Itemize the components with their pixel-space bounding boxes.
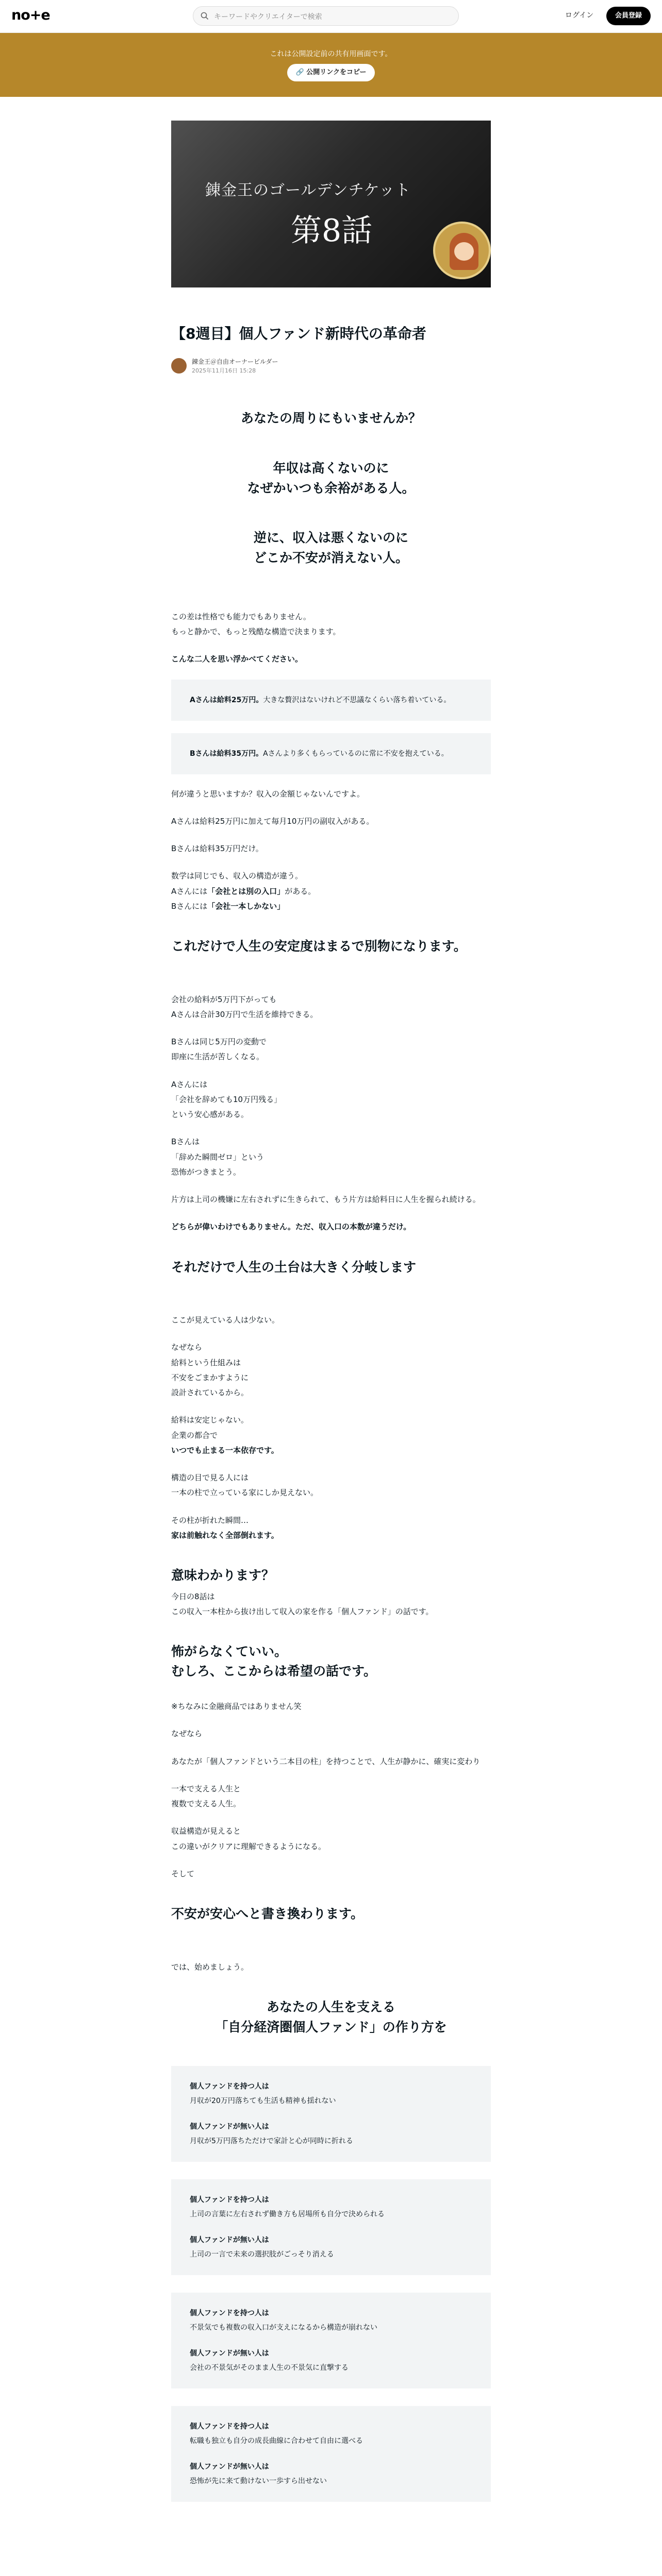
compare-box: 個人ファンドを持つ人は 不景気でも複数の収入口が支えになるから構造が崩れない 個人ファンドが無い人は 会社の不景気がそのまま人生の不景気に直撃する (171, 2293, 491, 2388)
search-icon (201, 12, 209, 20)
compare-box: 個人ファンドを持つ人は 上司の言葉に左右されず働き方も居場所も自分で決められる 個人ファンドが無い人は 上司の一言で未来の選択肢がごっそり消える (171, 2179, 491, 2275)
author-name[interactable]: 錬金王＠自由オーナービルダー (192, 358, 278, 366)
paragraph: 数学は同じでも、収入の構造が違う。 Aさんには「会社とは別の入口」がある。 Bさんには「会社一本しかない」 (171, 871, 316, 911)
paragraph: Bさんは同じ5万円の変動で 即座に生活が苦しくなる。 (171, 1037, 267, 1062)
heading-relief: 不安が安心へと書き換わります。 (171, 1906, 364, 1922)
paragraph: なぜなら 給料という仕組みは 不安をごまかすように 設計されているから。 (171, 1343, 249, 1398)
paragraph: 何が違うと思いますか？収入の金額じゃないんですよ。 (171, 789, 365, 799)
heading-intro-3: 逆に、収入は悪くないのに どこか不安が消えない人。 (253, 530, 408, 566)
heading-intro-2: 年収は高くないのに なぜかいつも余裕がある人。 (247, 460, 415, 496)
copy-link-label: 公開リンクをコピー (306, 69, 367, 76)
compare-box: 個人ファンドを持つ人は 転職も独立も自分の成長曲線に合わせて自由に選べる 個人ファンドが無い人は 恐怖が先に来て動けない一歩すら出せない (171, 2406, 491, 2502)
paragraph: ※ちなみに金融商品ではありません笑 (171, 1702, 302, 1711)
heading-split: それだけで人生の土台は大きく分岐します (171, 1259, 417, 1275)
king-seal-icon (433, 222, 491, 279)
paragraph: Bさんは 「辞めた瞬間ゼロ」という 恐怖がつきまとう。 (171, 1137, 264, 1177)
paragraph: その柱が折れた瞬間… 家は前触れなく全部倒れます。 (171, 1515, 279, 1540)
heading-stability: これだけで人生の安定度はまるで別物になります。 (171, 939, 467, 954)
paragraph: そして (171, 1869, 195, 1878)
paragraph: Aさんには 「会社を辞めても10万円残る」 という安心感がある。 (171, 1079, 282, 1120)
search-input[interactable] (193, 6, 459, 26)
publish-date: 2025年11月16日 15:28 (192, 367, 256, 375)
paragraph: Aさんは給料25万円に加えて毎月10万円の副収入がある。 (171, 816, 374, 826)
paragraph: あなたが「個人ファンドという二本目の柱」を持つことで、人生が静かに、確実に変わり (171, 1756, 481, 1766)
copy-link-button[interactable] (287, 64, 375, 81)
paragraph: こんな二人を思い浮かべてください。 (171, 654, 303, 664)
heading-meaning: 意味わかります？ (171, 1568, 275, 1583)
paragraph: 会社の給料が5万円下がっても Aさんは合計30万円で生活を維持できる。 (171, 994, 318, 1019)
top-navbar (0, 0, 662, 33)
paragraph: Bさんは給料35万円だけ。 (171, 844, 263, 854)
link-icon: 🔗 (295, 69, 307, 76)
heading-how-to: あなたの人生を支える 「自分経済圏個人ファンド」の作り方を (215, 1999, 447, 2035)
heading-hope: 怖がらなくていい。 むしろ、ここからは希望の話です。 (171, 1644, 377, 1679)
search-placeholder: キーワードやクリエイターで検索 (214, 13, 322, 21)
signup-button[interactable]: 会員登録 (606, 7, 651, 25)
article-title: 【8週目】個人ファンド新時代の革命者 (171, 325, 426, 342)
paragraph: 収益構造が見えると この違いがクリアに理解できるようになる。 (171, 1826, 326, 1851)
author-info (171, 356, 491, 381)
hero-title-line2: 第8話 (291, 213, 373, 249)
paragraph: 片方は上司の機嫌に左右されずに生きられて、もう片方は給料日に人生を握られ続ける。 (171, 1195, 481, 1205)
heading-intro-1: あなたの周りにもいませんか？ (240, 411, 421, 426)
paragraph: なぜなら (171, 1729, 203, 1739)
note-logo[interactable]: no+e (11, 7, 50, 23)
paragraph: どちらが偉いわけでもありません。ただ、収入口の本数が違うだけ。 (171, 1222, 411, 1232)
login-link[interactable]: ログイン (565, 11, 594, 20)
paragraph: 構造の目で見る人には 一本の柱で立っている家にしか見えない。 (171, 1473, 319, 1498)
hero-image (171, 121, 491, 287)
compare-list (171, 2066, 491, 2502)
quote-box-b: Bさんは給料35万円。Aさんより多くもらっているのに常に不安を抱えている。 (171, 733, 491, 774)
paragraph: 一本で支える人生と 複数で支える人生。 (171, 1784, 241, 1809)
compare-box: 個人ファンドを持つ人は 月収が20万円落ちても生活も精神も揺れない 個人ファンドが無い人は 月収が5万円落ちただけで家計と心が同時に折れる (171, 2066, 491, 2162)
paragraph: 今日の8話は この収入一本柱から抜け出して収入の家を作る「個人ファンド」の話です。 (171, 1591, 434, 1616)
paragraph: では、始めましょう。 (171, 1962, 249, 1972)
share-preview-banner (0, 33, 662, 97)
avatar[interactable] (171, 358, 187, 374)
quote-box-a: Aさんは給料25万円。大きな贅沢はないけれど不思議なくらい落ち着いている。 (171, 680, 491, 721)
paragraph: 給料は安定じゃない。 企業の都合で いつでも止まる一本依存です。 (171, 1415, 279, 1455)
article (171, 121, 491, 2502)
paragraph: この差は性格でも能力でもありません。 もっと静かで、もっと残酷な構造で決まります。 (171, 612, 341, 637)
hero-title-line1: 錬金王のゴールデンチケット (205, 181, 411, 199)
banner-text: これは公開設定前の共有用画面です。 (270, 50, 392, 58)
paragraph: ここが見えている人は少ない。 (171, 1315, 280, 1325)
